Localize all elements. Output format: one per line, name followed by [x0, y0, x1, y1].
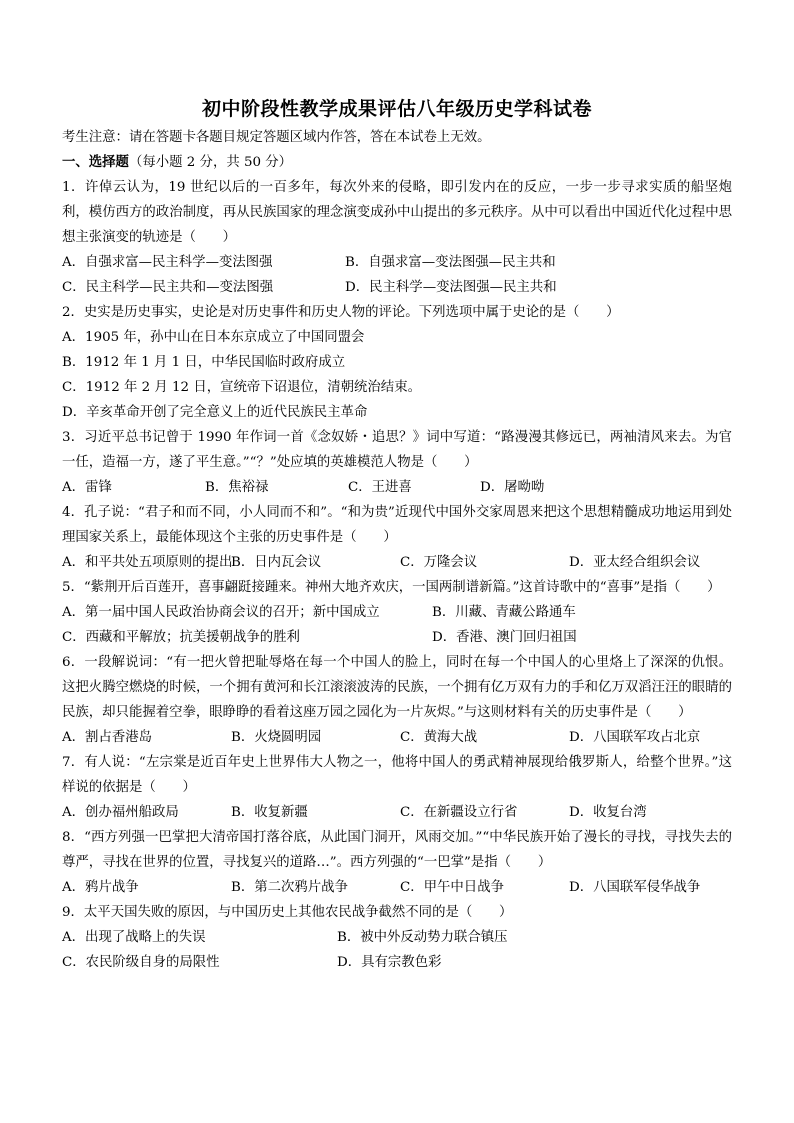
option-d: D．民主科学—变法图强—民主共和: [345, 280, 557, 295]
option-d: D．收复台湾: [569, 805, 647, 820]
option-b: B．被中外反动势力联合镇压: [337, 930, 508, 945]
question-5-stem: 5．“紫荆开后百莲开，喜事翩跹接踵来。神州大地齐欢庆，一国两制谱新篇。”这首诗歌中的“喜事”是指（ ）: [62, 580, 721, 595]
question-6-options: [62, 725, 732, 750]
option-c: C．万隆会议: [400, 555, 478, 570]
option-d: D．具有宗教色彩: [337, 955, 442, 970]
question-1-options-row1: [62, 250, 732, 275]
option-c: C．王进喜: [348, 480, 412, 495]
question-3-stem: 3．习近平总书记曾于 1990 年作词一首《念奴娇・追思？》词中写道：“路漫漫其修远已，两袖清风来去。为官一任，造福一方，遂了平生意。”“？”处应填的英雄模范人物是（ ）: [62, 430, 732, 470]
option-a: A．自强求富—民主科学—变法图强: [62, 255, 273, 270]
option-b: B．火烧圆明园: [231, 730, 322, 745]
option-a: A．出现了战略上的失误: [62, 930, 206, 945]
question-6-stem: 6．一段解说词：“有一把火曾把耻辱烙在每一个中国人的脸上，同时在每一个中国人的心里烙上了深深的仇恨。这把火腾空燃烧的时候，一个拥有黄河和长江滚滚波涛的民族，一个拥有亿万双有力的手和亿万双滔汪汪的眼睛的民族，却只能握着空拳，眼睁睁的看着这座万园之园化为一片灰烬。”与这则材料有关的历史事件是（ ）: [62, 655, 732, 720]
question-9-options-row1: [62, 925, 732, 950]
option-b: B．1912 年 1 月 1 日，中华民国临时政府成立: [62, 355, 346, 370]
option-a: A．鸦片战争: [62, 880, 139, 895]
question-1-stem: 1．许倬云认为，19 世纪以后的一百多年，每次外来的侵略，即引发内在的反应，一步一步寻求实质的船坚炮利，模仿西方的政治制度，再从民族国家的理念演变成孙中山提出的多元秩序。从中可以看出中国近代化过程中思想主张演变的轨迹是（ ）: [62, 180, 732, 245]
option-a: A．第一届中国人民政治协商会议的召开；新中国成立: [62, 605, 380, 620]
question-9-options-row2: [62, 950, 732, 975]
option-d: D．八国联军攻占北京: [569, 730, 701, 745]
question-7-stem: 7．有人说：“左宗棠是近百年史上世界伟大人物之一，他将中国人的勇武精神展现给俄罗斯人，给整个世界。”这样说的依据是（ ）: [62, 755, 732, 795]
option-b: B．日内瓦会议: [231, 555, 322, 570]
question-3-options: [62, 475, 732, 500]
option-b: B．自强求富—变法图强—民主共和: [345, 255, 556, 270]
option-c: C．农民阶级自身的局限性: [62, 955, 220, 970]
notice: 考生注意：请在答题卡各题目规定答题区域内作答，答在本试卷上无效。: [62, 130, 491, 145]
option-c: C．在新疆设立行省: [400, 805, 518, 820]
option-d: D．香港、澳门回归祖国: [432, 630, 577, 645]
option-b: B．川藏、青藏公路通车: [432, 605, 576, 620]
option-d: D．辛亥革命开创了完全意义上的近代民族民主革命: [62, 405, 368, 420]
option-c: C．黄海大战: [400, 730, 478, 745]
section-heading: [62, 150, 732, 175]
option-c: C．1912 年 2 月 12 日，宣统帝下诏退位，清朝统治结束。: [62, 380, 421, 395]
option-d: D．屠呦呦: [480, 480, 545, 495]
page-title: 初中阶段性教学成果评估八年级历史学科试卷: [201, 98, 592, 120]
option-c: C．西藏和平解放；抗美援朝战争的胜利: [62, 630, 300, 645]
question-4-stem: 4．孔子说：“君子和而不同，小人同而不和”。“和为贵”近现代中国外交家周恩来把这个思想精髓成功地运用到处理国家关系上，最能体现这个主张的历史事件是（ ）: [62, 505, 732, 545]
option-b: B．焦裕禄: [205, 480, 269, 495]
option-d: D．八国联军侵华战争: [569, 880, 701, 895]
section-points: （每小题 2 分，共 50 分）: [128, 155, 293, 170]
question-5-options-row2: [62, 625, 732, 650]
section-label: 一、选择题: [62, 154, 129, 170]
option-a: A．创办福州船政局: [62, 805, 179, 820]
option-a: A．和平共处五项原则的提出: [62, 555, 233, 570]
option-c: C．甲午中日战争: [400, 880, 504, 895]
option-a: A．雷锋: [62, 480, 112, 495]
question-7-options: [62, 800, 732, 825]
option-d: D．亚太经合组织会议: [569, 555, 701, 570]
question-9-stem: 9．太平天国失败的原因，与中国历史上其他农民战争截然不同的是（ ）: [62, 905, 513, 920]
option-c: C．民主科学—民主共和—变法图强: [62, 280, 274, 295]
option-b: B．第二次鸦片战争: [231, 880, 348, 895]
option-a: A．1905 年，孙中山在日本东京成立了中国同盟会: [62, 330, 365, 345]
question-4-options: [62, 550, 732, 575]
question-8-stem: 8．“西方列强一巴掌把大清帝国打落谷底，从此国门洞开，风雨交加。”“中华民族开始了漫长的寻找，寻找失去的尊严，寻找在世界的位置，寻找复兴的道路…”。西方列强的“一巴掌”是指（ ）: [62, 830, 732, 870]
question-5-options-row1: [62, 600, 732, 625]
question-8-options: [62, 875, 732, 900]
exam-paper: [62, 96, 732, 975]
option-a: A．割占香港岛: [62, 730, 153, 745]
option-b: B．收复新疆: [231, 805, 308, 820]
question-1-options-row2: [62, 275, 732, 300]
question-2-stem: 2．史实是历史事实，史论是对历史事件和历史人物的评论。下列选项中属于史论的是（ ）: [62, 305, 620, 320]
